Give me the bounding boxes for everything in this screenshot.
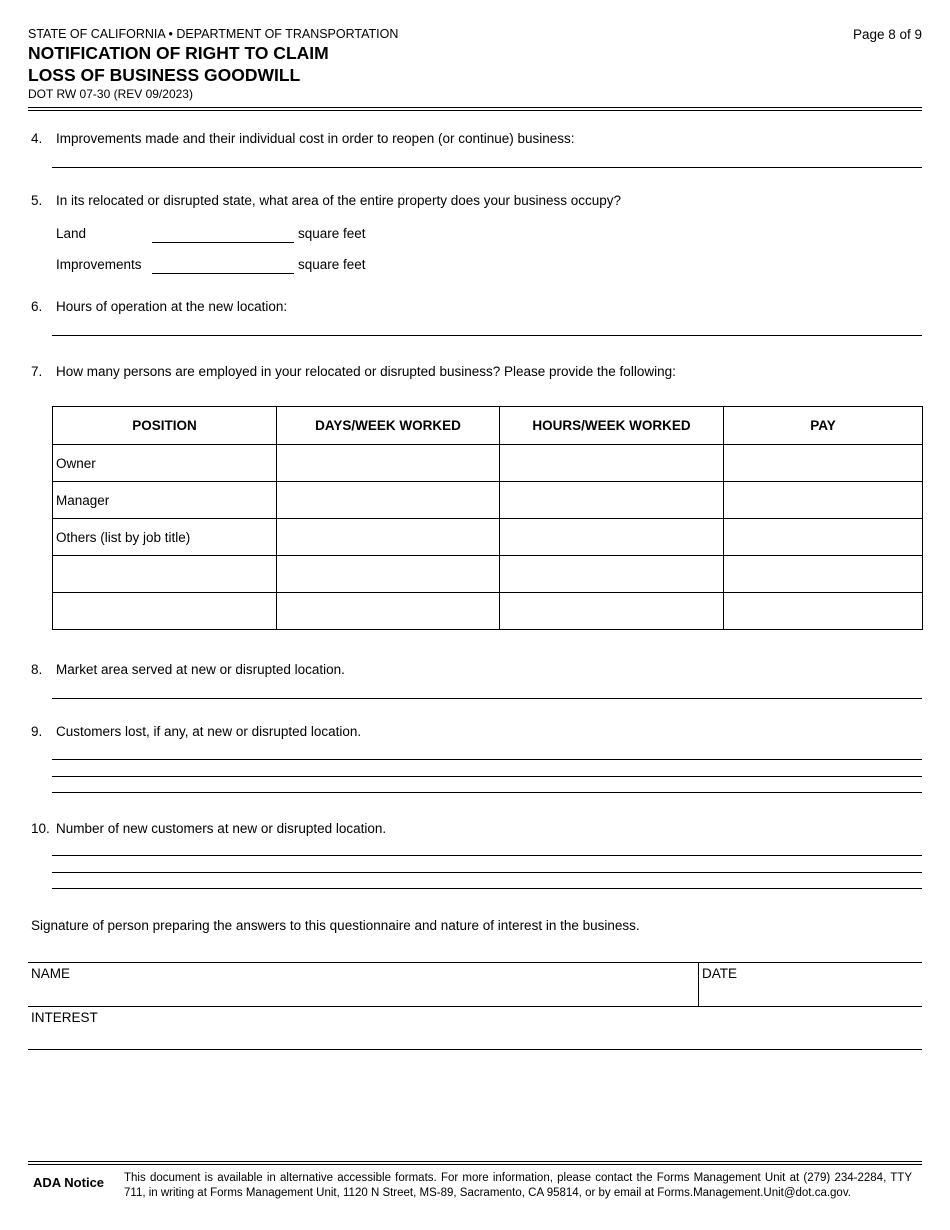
position-cell: Manager <box>53 482 277 519</box>
signature-bottom-rule <box>28 1049 922 1050</box>
q6-answer-line[interactable] <box>52 335 922 336</box>
improvements-unit: square feet <box>298 257 366 272</box>
pay-cell[interactable] <box>724 482 923 519</box>
hours-cell[interactable] <box>500 482 724 519</box>
q9-answer-line[interactable] <box>52 776 922 777</box>
header-divider-bottom <box>28 110 922 111</box>
date-label: DATE <box>702 966 738 981</box>
name-field[interactable] <box>28 962 698 1006</box>
col-header-position: POSITION <box>53 407 277 445</box>
days-cell[interactable] <box>277 445 500 482</box>
pay-cell[interactable] <box>724 445 923 482</box>
form-number: DOT RW 07-30 (REV 09/2023) <box>28 87 193 101</box>
col-header-days: DAYS/WEEK WORKED <box>277 407 500 445</box>
q4-number: 4. <box>31 131 43 146</box>
col-header-hours: HOURS/WEEK WORKED <box>500 407 724 445</box>
ada-notice-text: This document is available in alternative accessible formats. For more information, please contact the Forms Management Unit at (279) 234-2284, TTY 711, in writing at Forms Management Unit, 1120 N Street, MS-89, Sacramento, CA 95814, or by email at Forms.Management.Unit@dot.ca.gov. <box>124 1172 912 1199</box>
table-row <box>53 556 923 593</box>
interest-label: INTEREST <box>31 1010 98 1025</box>
header-divider-top <box>28 107 922 108</box>
hours-cell[interactable] <box>500 593 724 630</box>
land-label: Land <box>56 226 87 241</box>
q8-text: Market area served at new or disrupted location. <box>56 662 345 677</box>
q10-number: 10. <box>31 821 50 836</box>
q9-answer-line[interactable] <box>52 792 922 793</box>
ada-notice-label: ADA Notice <box>33 1175 105 1190</box>
name-label: NAME <box>31 966 71 981</box>
q7-text: How many persons are employed in your relocated or disrupted business? Please provide the following: <box>56 364 676 379</box>
q9-answer-line[interactable] <box>52 759 922 760</box>
days-cell[interactable] <box>277 482 500 519</box>
employment-table <box>52 406 923 630</box>
hours-cell[interactable] <box>500 519 724 556</box>
q4-text: Improvements made and their individual cost in order to reopen (or continue) business: <box>56 131 575 146</box>
q9-number: 9. <box>31 724 43 739</box>
form-title <box>28 42 329 86</box>
days-cell[interactable] <box>277 593 500 630</box>
q8-answer-line[interactable] <box>52 698 922 699</box>
position-cell[interactable] <box>53 593 277 630</box>
agency-line: STATE OF CALIFORNIA • DEPARTMENT OF TRANSPORTATION <box>28 27 399 41</box>
q9-text: Customers lost, if any, at new or disrupted location. <box>56 724 362 739</box>
position-cell: Others (list by job title) <box>53 519 277 556</box>
pay-cell[interactable] <box>724 519 923 556</box>
q8-number: 8. <box>31 662 43 677</box>
hours-cell[interactable] <box>500 556 724 593</box>
table-row <box>53 482 923 519</box>
pay-cell[interactable] <box>724 593 923 630</box>
days-cell[interactable] <box>277 556 500 593</box>
form-title-line2: LOSS OF BUSINESS GOODWILL <box>28 65 301 85</box>
land-sqft-field[interactable] <box>152 242 294 243</box>
position-cell[interactable] <box>53 556 277 593</box>
q10-text: Number of new customers at new or disrupted location. <box>56 821 387 836</box>
q10-answer-line[interactable] <box>52 855 922 856</box>
form-title-line1: NOTIFICATION OF RIGHT TO CLAIM <box>28 43 329 63</box>
q6-text: Hours of operation at the new location: <box>56 299 288 314</box>
q7-number: 7. <box>31 364 43 379</box>
footer-divider-top <box>28 1161 922 1162</box>
q10-answer-line[interactable] <box>52 872 922 873</box>
employment-table-header <box>53 407 923 445</box>
col-header-pay: PAY <box>724 407 923 445</box>
q4-answer-line[interactable] <box>52 167 922 168</box>
signature-intro: Signature of person preparing the answers to this questionnaire and nature of interest in the business. <box>31 918 640 933</box>
days-cell[interactable] <box>277 519 500 556</box>
land-unit: square feet <box>298 226 366 241</box>
q5-number: 5. <box>31 193 43 208</box>
table-row <box>53 445 923 482</box>
pay-cell[interactable] <box>724 556 923 593</box>
q5-text: In its relocated or disrupted state, what area of the entire property does your business occupy? <box>56 193 622 208</box>
position-cell: Owner <box>53 445 277 482</box>
hours-cell[interactable] <box>500 445 724 482</box>
interest-field[interactable] <box>28 1006 922 1049</box>
table-row <box>53 593 923 630</box>
footer-divider-bottom <box>28 1164 922 1165</box>
improvements-label: Improvements <box>56 257 142 272</box>
q10-answer-line[interactable] <box>52 888 922 889</box>
page-number: Page 8 of 9 <box>852 27 922 42</box>
q6-number: 6. <box>31 299 43 314</box>
table-row <box>53 519 923 556</box>
date-field[interactable] <box>699 962 922 1006</box>
improvements-sqft-field[interactable] <box>152 273 294 274</box>
